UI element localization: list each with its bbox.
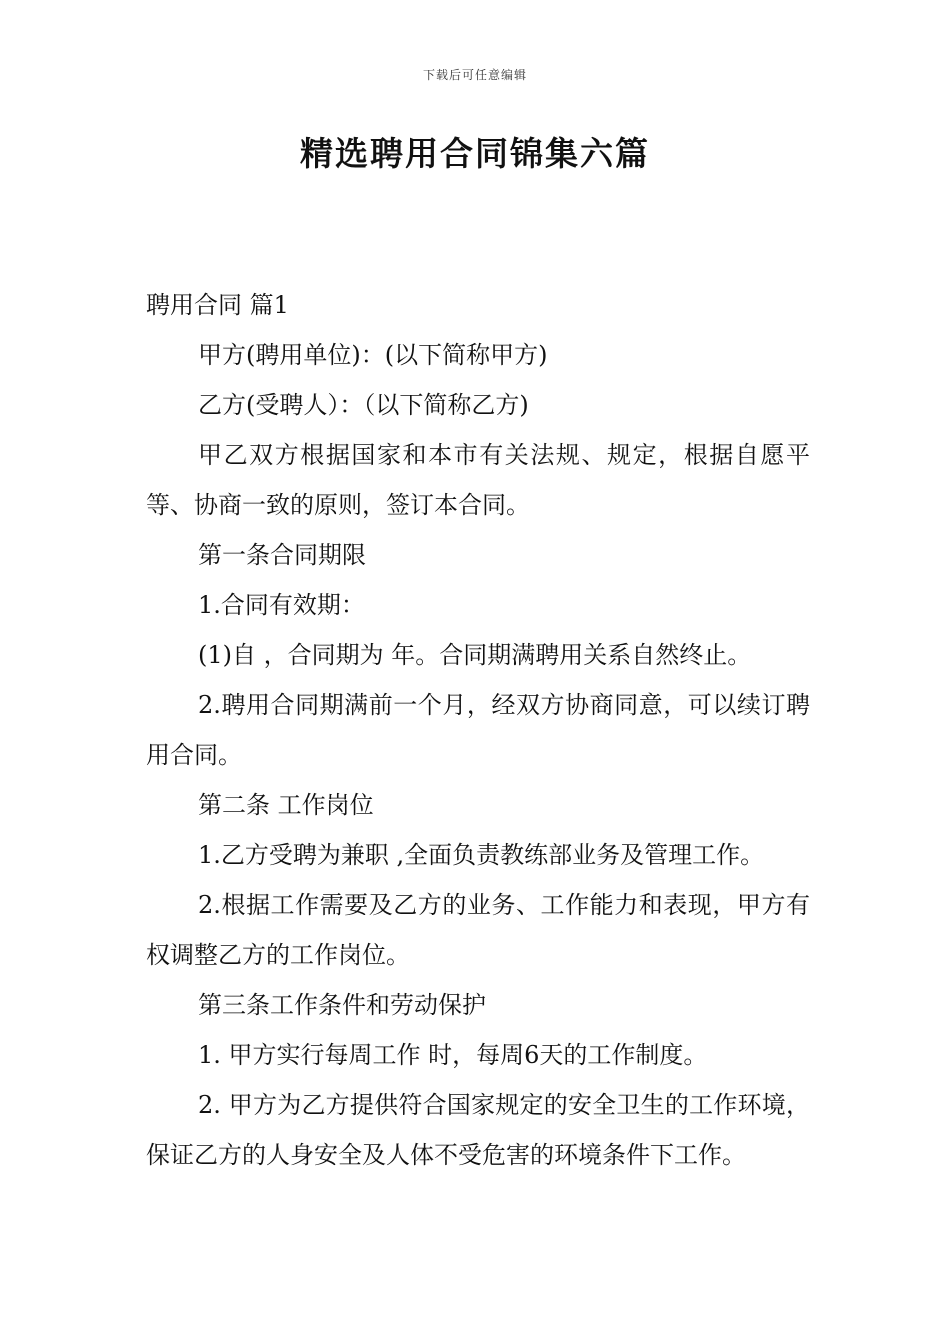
preamble-paragraph: 甲乙双方根据国家和本市有关法规、规定，根据自愿平等、协商一致的原则，签订本合同。	[146, 441, 810, 519]
clause-paragraph: 2.根据工作需要及乙方的业务、工作能力和表现，甲方有权调整乙方的工作岗位。	[146, 891, 810, 969]
clause-paragraph: 1.乙方受聘为兼职 ,全面负责教练部业务及管理工作。	[198, 841, 765, 869]
article-1-heading: 第一条合同期限	[198, 541, 366, 569]
document-body	[146, 280, 810, 1180]
section-heading: 聘用合同 篇1	[146, 291, 289, 319]
party-b-line: 乙方(受聘人）：（以下简称乙方)	[198, 391, 529, 419]
clause-paragraph: 2. 甲方为乙方提供符合国家规定的安全卫生的工作环境，保证乙方的人身安全及人体不受危害的环境条件下工作。	[146, 1091, 810, 1169]
clause-paragraph: (1)自 ，合同期为 年。合同期满聘用关系自然终止。	[198, 641, 752, 669]
header-note: 下载后可任意编辑	[422, 68, 527, 82]
article-3-heading: 第三条工作条件和劳动保护	[198, 991, 486, 1019]
document-title: 精选聘用合同锦集六篇	[300, 134, 650, 173]
clause-paragraph: 1.合同有效期：	[198, 591, 365, 619]
article-2-heading: 第二条 工作岗位	[198, 791, 374, 819]
party-a-line: 甲方(聘用单位)：(以下简称甲方)	[198, 341, 548, 369]
clause-paragraph: 1. 甲方实行每周工作 时，每周6天的工作制度。	[198, 1041, 708, 1069]
clause-paragraph: 2.聘用合同期满前一个月，经双方协商同意，可以续订聘用合同。	[146, 691, 810, 769]
